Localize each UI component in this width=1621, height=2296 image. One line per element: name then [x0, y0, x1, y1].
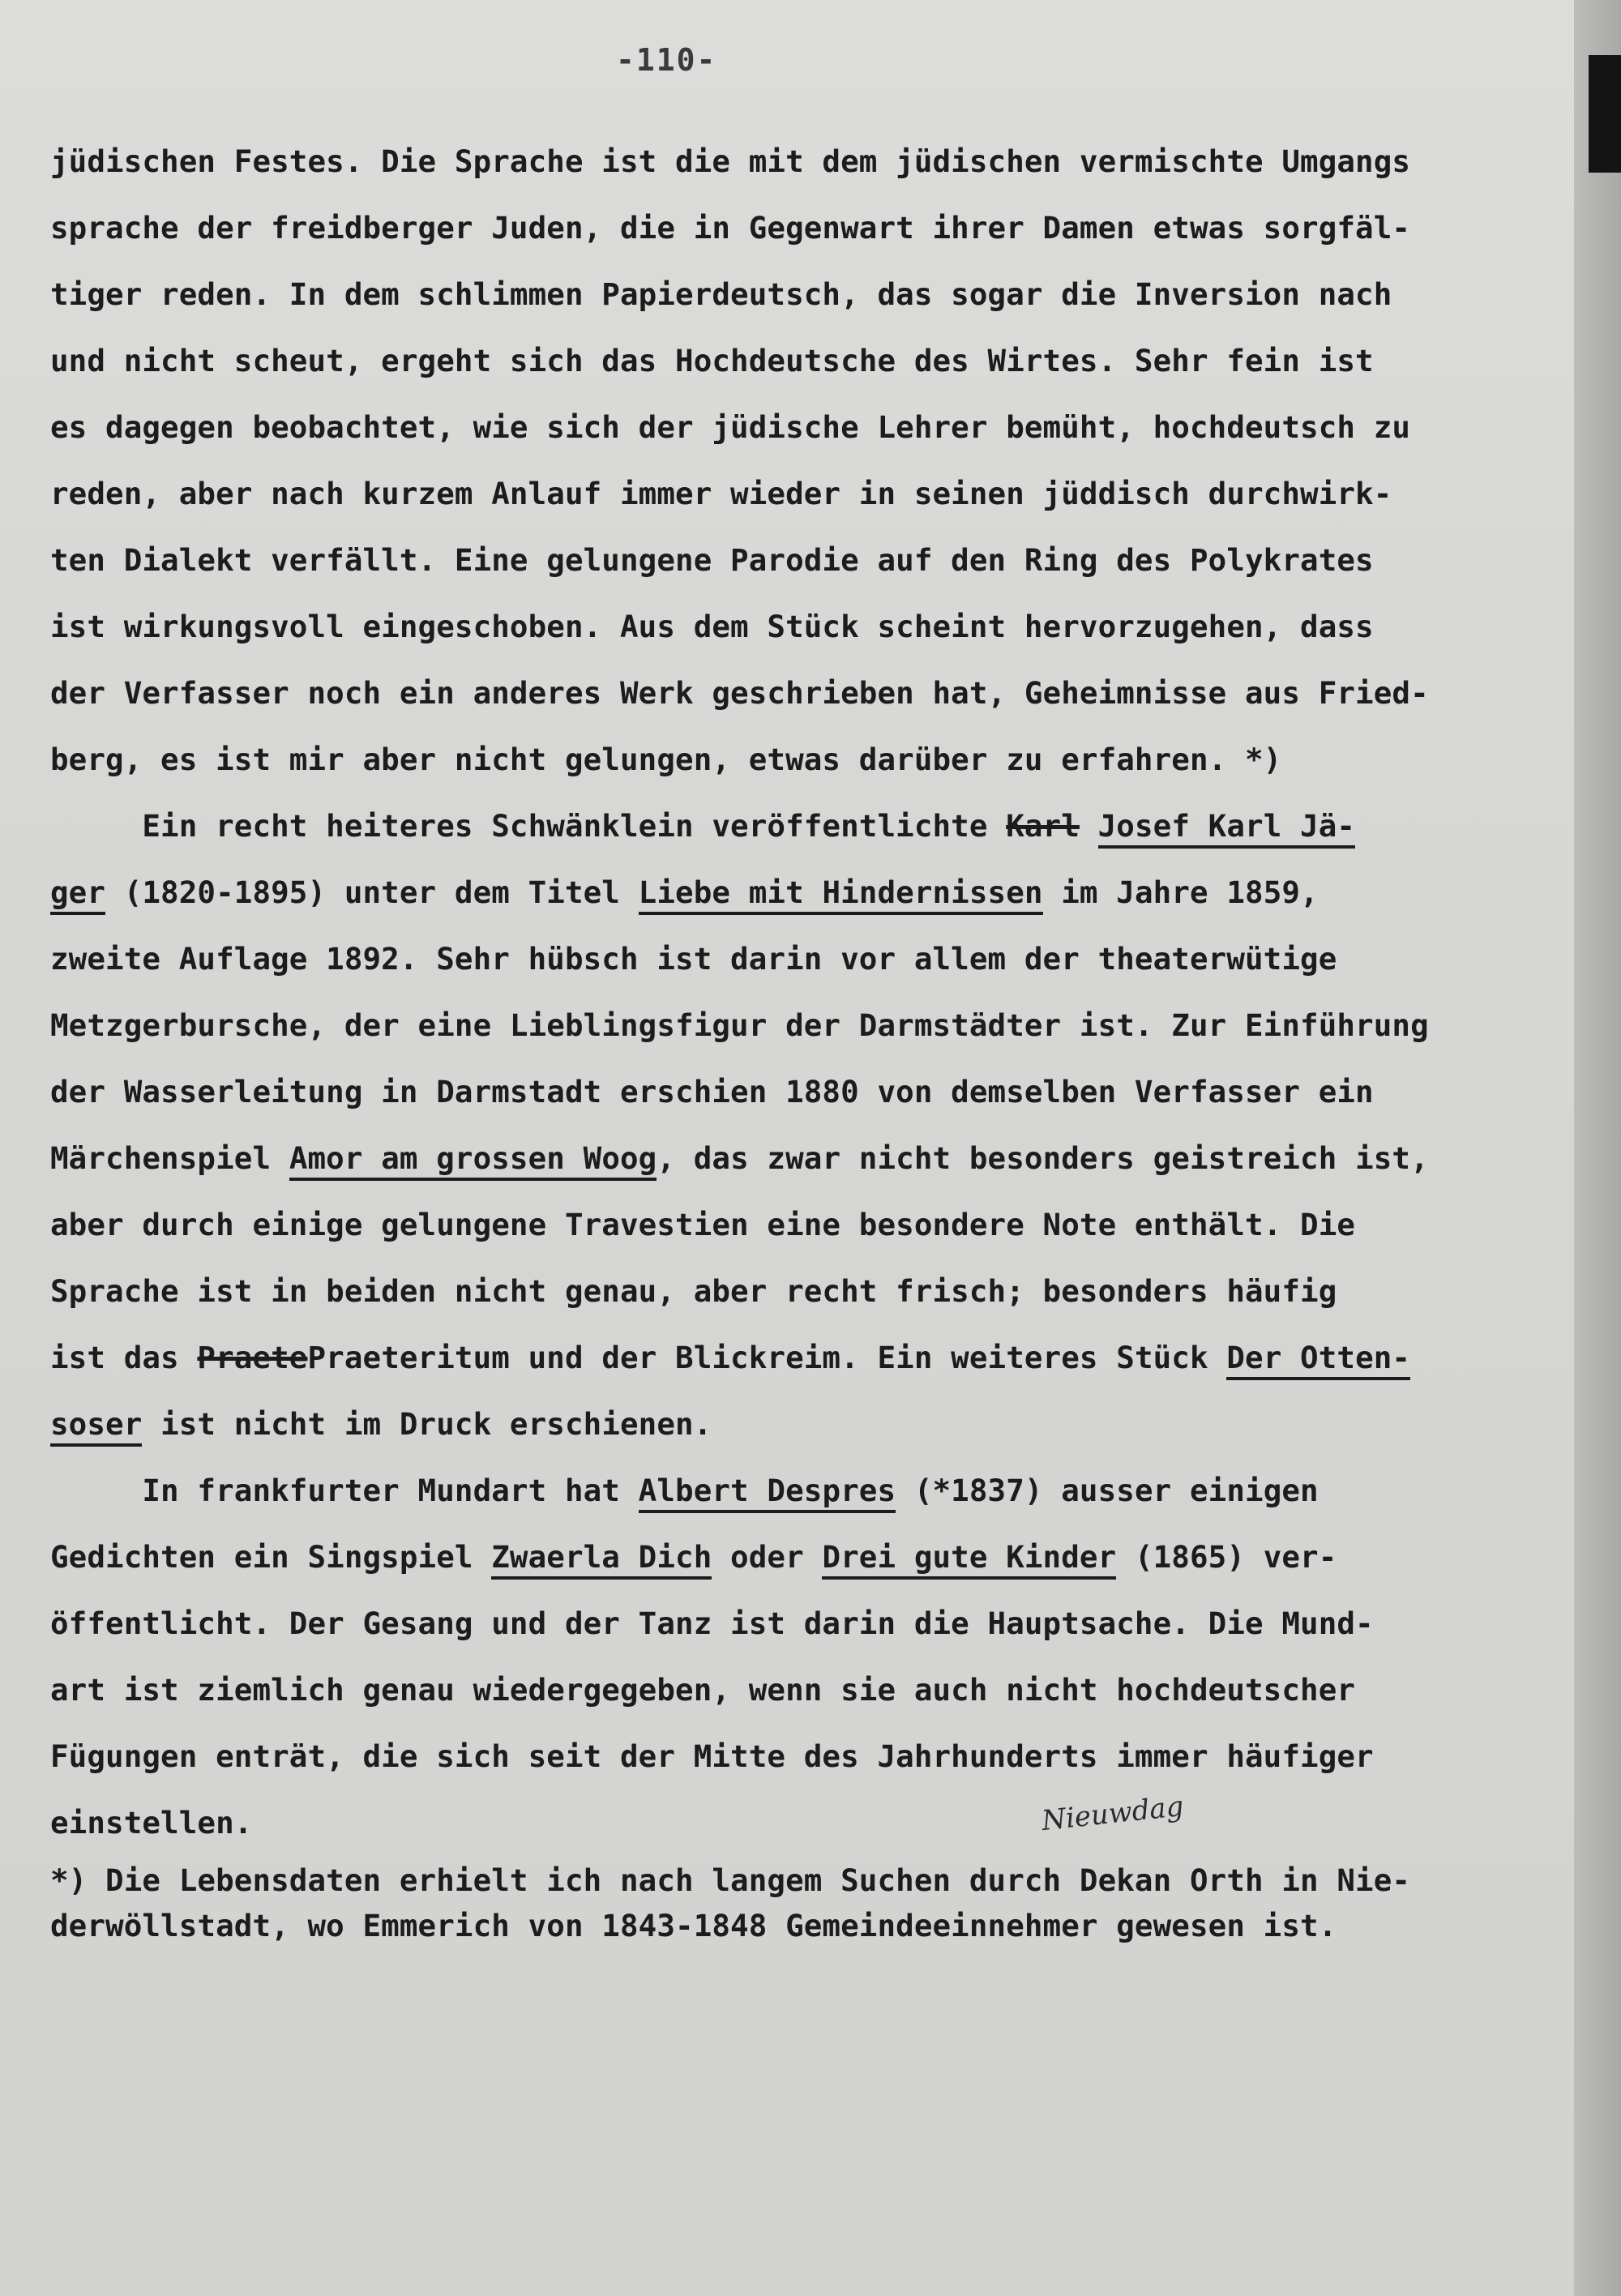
- text-line: ten Dialekt verfällt. Eine gelungene Parodie auf den Ring des Polykrates: [50, 542, 1374, 578]
- text-line: der Wasserleitung in Darmstadt erschien 1880 von demselben Verfasser ein: [50, 1074, 1374, 1110]
- text-line: [50, 1457, 1590, 1524]
- text-line: tiger reden. In dem schlimmen Papierdeutsch, das sogar die Inversion nach: [50, 276, 1392, 312]
- text-span: Praeteritum und der Blickreim. Ein weiteres Stück: [307, 1340, 1227, 1375]
- handwritten-signature: Nieuwdag: [1040, 1789, 1186, 1838]
- text-line: und nicht scheut, ergeht sich das Hochdeutsche des Wirtes. Sehr fein ist: [50, 343, 1374, 378]
- text-span: In frankfurter Mundart hat: [50, 1473, 639, 1508]
- work-title: Der Otten-: [1226, 1340, 1410, 1380]
- text-line: jüdischen Festes. Die Sprache ist die mit dem jüdischen vermischte Umgangs: [50, 143, 1411, 179]
- text-line: art ist ziemlich genau wiedergegeben, wenn sie auch nicht hochdeutscher: [50, 1672, 1356, 1708]
- struck-text: Praete: [197, 1340, 308, 1375]
- body-text: [50, 128, 1590, 1856]
- struck-text: Karl: [1006, 808, 1080, 844]
- text-line: ist wirkungsvoll eingeschoben. Aus dem Stück scheint hervorzugehen, dass: [50, 609, 1374, 644]
- text-line: der Verfasser noch ein anderes Werk geschrieben hat, Geheimnisse aus Fried-: [50, 675, 1429, 711]
- author-name: ger: [50, 874, 105, 915]
- text-span: Ein recht heiteres Schwänklein veröffentlichte: [50, 808, 1007, 844]
- text-line: sprache der freidberger Juden, die in Gegenwart ihrer Damen etwas sorgfäl-: [50, 210, 1411, 246]
- text-line: Fügungen enträt, die sich seit der Mitte des Jahrhunderts immer häufiger: [50, 1738, 1374, 1774]
- author-name: Josef Karl Jä-: [1098, 808, 1355, 849]
- text-span: (1820-1895) unter dem Titel: [105, 874, 639, 910]
- text-span: Gedichten ein Singspiel: [50, 1539, 492, 1575]
- work-title: Zwaerla Dich: [491, 1539, 712, 1580]
- text-line: [50, 1125, 1590, 1191]
- work-title: Amor am grossen Woog: [289, 1140, 657, 1181]
- text-line: [50, 1391, 1590, 1457]
- text-span: ist das: [50, 1340, 198, 1375]
- text-line: reden, aber nach kurzem Anlauf immer wieder in seinen jüddisch durchwirk-: [50, 476, 1392, 511]
- footnote-line: *) Die Lebensdaten erhielt ich nach langem Suchen durch Dekan Orth in Nie-: [50, 1862, 1411, 1898]
- text-span: , das zwar nicht besonders geistreich ist,: [657, 1140, 1429, 1176]
- text-span: Märchenspiel: [50, 1140, 289, 1176]
- text-line: [50, 1324, 1590, 1391]
- page-edge-tab: [1589, 55, 1621, 173]
- text-line: öffentlicht. Der Gesang und der Tanz ist darin die Hauptsache. Die Mund-: [50, 1605, 1374, 1641]
- text-line: zweite Auflage 1892. Sehr hübsch ist darin vor allem der theaterwütige: [50, 941, 1337, 977]
- work-title: Drei gute Kinder: [822, 1539, 1116, 1580]
- text-line: Sprache ist in beiden nicht genau, aber recht frisch; besonders häufig: [50, 1273, 1337, 1309]
- text-line: aber durch einige gelungene Travestien eine besondere Note enthält. Die: [50, 1207, 1356, 1242]
- work-title: Liebe mit Hindernissen: [639, 874, 1043, 915]
- text-span: (1865) ver-: [1116, 1539, 1337, 1575]
- text-line: [50, 793, 1590, 859]
- text-line: es dagegen beobachtet, wie sich der jüdische Lehrer bemüht, hochdeutsch zu: [50, 409, 1411, 445]
- text-span: ist nicht im Druck erschienen.: [142, 1406, 712, 1442]
- text-line: einstellen.: [50, 1805, 253, 1841]
- footnote: [50, 1858, 1590, 1948]
- text-line: [50, 1524, 1590, 1590]
- text-span: [1080, 808, 1098, 844]
- author-name: Albert Despres: [639, 1473, 896, 1513]
- text-line: Metzgerbursche, der eine Lieblingsfigur der Darmstädter ist. Zur Einführung: [50, 1007, 1429, 1043]
- text-line: berg, es ist mir aber nicht gelungen, etwas darüber zu erfahren. *): [50, 742, 1282, 777]
- text-span: im Jahre 1859,: [1042, 874, 1319, 910]
- text-line: [50, 859, 1590, 926]
- text-span: (*1837) ausser einigen: [896, 1473, 1319, 1508]
- text-span: oder: [712, 1539, 823, 1575]
- footnote-line: derwöllstadt, wo Emmerich von 1843-1848 Gemeindeeinnehmer gewesen ist.: [50, 1908, 1337, 1943]
- page-number: -110-: [616, 42, 717, 78]
- work-title: soser: [50, 1406, 142, 1447]
